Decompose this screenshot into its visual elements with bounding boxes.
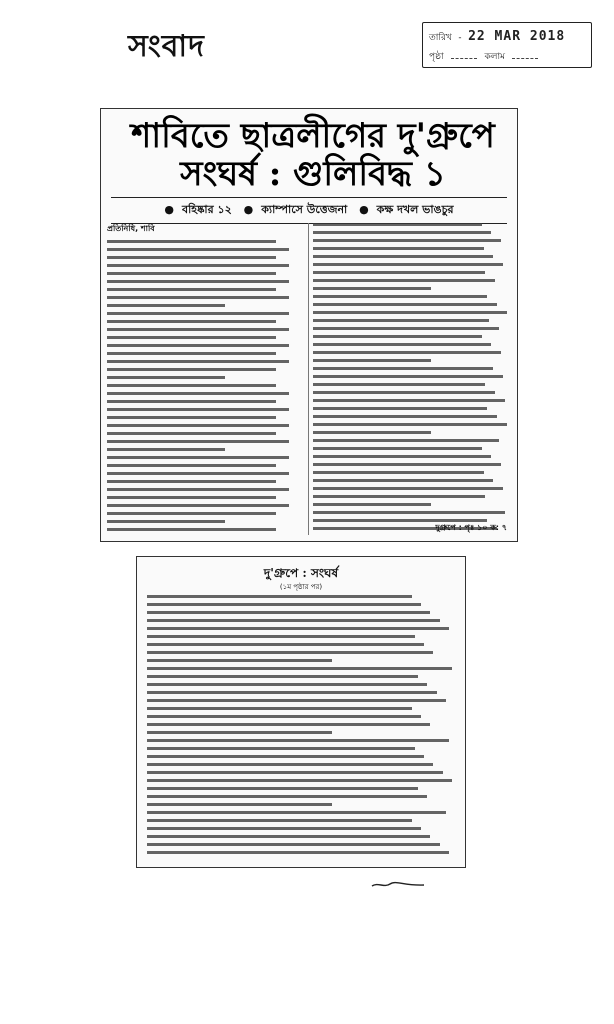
body-text-line bbox=[313, 487, 503, 490]
body-text-line bbox=[147, 675, 418, 678]
body-text-line bbox=[147, 595, 412, 598]
body-text-line bbox=[147, 627, 449, 630]
body-text-line bbox=[313, 367, 493, 370]
body-text-line bbox=[313, 511, 505, 514]
stamp-column-label: কলাম bbox=[484, 52, 506, 62]
body-text-line bbox=[147, 795, 427, 798]
body-text-line bbox=[107, 288, 276, 291]
body-text-line bbox=[313, 271, 485, 274]
body-text-line bbox=[313, 391, 495, 394]
body-text-line bbox=[107, 280, 289, 283]
body-text-line bbox=[313, 231, 491, 234]
body-text-line bbox=[147, 619, 440, 622]
body-text-line bbox=[107, 528, 276, 531]
body-text-line bbox=[313, 351, 501, 354]
body-text-line bbox=[107, 320, 276, 323]
body-text-line bbox=[147, 699, 446, 702]
body-text-line bbox=[147, 723, 430, 726]
body-text-line bbox=[147, 811, 446, 814]
column-divider bbox=[308, 223, 309, 535]
continuation-reference: দুগ্রুপে : পৃঃ ১০ ক: ৭ bbox=[435, 523, 507, 532]
body-text-line bbox=[147, 827, 421, 830]
headline-line-1: শাবিতে ছাত্রলীগের দু'গ্রুপে bbox=[131, 116, 495, 156]
body-text-line bbox=[313, 423, 507, 426]
body-text-line bbox=[147, 707, 412, 710]
body-text-line bbox=[313, 327, 499, 330]
body-text-line bbox=[107, 408, 289, 411]
body-text-line bbox=[147, 851, 449, 854]
body-text-line bbox=[107, 304, 225, 307]
body-text-line bbox=[147, 643, 424, 646]
article-column-right bbox=[313, 223, 509, 535]
body-text-line bbox=[313, 287, 431, 290]
body-text-line bbox=[313, 247, 484, 250]
body-text-line bbox=[313, 415, 497, 418]
continuation-body bbox=[147, 595, 455, 859]
body-text-line bbox=[147, 659, 332, 662]
dateline: প্রতিনিধি, শাবি bbox=[107, 224, 155, 233]
body-text-line bbox=[147, 835, 430, 838]
body-text-line bbox=[313, 335, 482, 338]
body-text-line bbox=[107, 496, 276, 499]
body-text-line bbox=[313, 295, 487, 298]
headline bbox=[117, 117, 509, 193]
body-text-line bbox=[107, 416, 276, 419]
body-text-line bbox=[107, 504, 289, 507]
body-text-line bbox=[147, 779, 452, 782]
stamp-page-label: পৃষ্ঠা bbox=[429, 52, 444, 62]
body-text-line bbox=[313, 255, 493, 258]
article-column-left bbox=[107, 223, 303, 536]
body-text-line bbox=[107, 432, 276, 435]
headline-line-2: সংঘর্ষ : গুলিবিদ্ধ ১ bbox=[180, 154, 446, 194]
body-text-line bbox=[313, 279, 495, 282]
body-text-line bbox=[107, 440, 289, 443]
newspaper-masthead: সংবাদ bbox=[128, 29, 205, 64]
body-text-line bbox=[147, 635, 415, 638]
body-text-line bbox=[107, 360, 289, 363]
body-text-line bbox=[313, 239, 501, 242]
stamp-date-value: 22 MAR 2018 bbox=[468, 29, 566, 44]
body-text-line bbox=[107, 336, 276, 339]
subhead-2: ক্যাম্পাসে উত্তেজনা bbox=[261, 203, 348, 216]
body-text-line bbox=[107, 488, 289, 491]
body-text-line bbox=[313, 447, 482, 450]
body-text-line bbox=[107, 368, 276, 371]
body-text-line bbox=[107, 312, 289, 315]
body-text-line bbox=[107, 464, 276, 467]
body-text-line bbox=[313, 375, 503, 378]
handwritten-mark bbox=[370, 880, 426, 890]
body-text-line bbox=[107, 248, 289, 251]
main-article-clipping bbox=[100, 108, 518, 542]
body-text-line bbox=[147, 651, 433, 654]
body-text-line bbox=[107, 264, 289, 267]
body-text-line bbox=[313, 343, 491, 346]
body-text-line bbox=[147, 603, 421, 606]
body-text-line bbox=[107, 392, 289, 395]
body-text-line bbox=[147, 715, 421, 718]
body-text-line bbox=[107, 296, 289, 299]
body-text-line bbox=[313, 407, 487, 410]
body-text-line bbox=[147, 731, 332, 734]
body-text-line bbox=[313, 263, 503, 266]
body-text-line bbox=[107, 400, 276, 403]
body-text-line bbox=[107, 240, 276, 243]
continuation-title: দু'গ্রুপে : সংঘর্ষ bbox=[263, 566, 339, 580]
body-text-line bbox=[147, 763, 433, 766]
body-text-line bbox=[147, 787, 418, 790]
body-text-line bbox=[107, 272, 276, 275]
body-text-line bbox=[313, 399, 505, 402]
body-text-line bbox=[107, 512, 276, 515]
body-text-line bbox=[147, 739, 449, 742]
body-text-line bbox=[313, 359, 431, 362]
body-text-line bbox=[313, 463, 501, 466]
body-text-line bbox=[147, 683, 427, 686]
body-text-line bbox=[107, 344, 289, 347]
body-text-line bbox=[107, 328, 289, 331]
body-text-line bbox=[313, 495, 485, 498]
body-text-line bbox=[313, 383, 485, 386]
archive-stamp bbox=[422, 22, 592, 68]
body-text-line bbox=[313, 303, 497, 306]
body-text-line bbox=[147, 691, 437, 694]
body-text-line bbox=[313, 455, 491, 458]
continuation-note: (১ম পৃষ্ঠার পর) bbox=[279, 583, 323, 591]
body-text-line bbox=[147, 747, 415, 750]
body-text-line bbox=[107, 480, 276, 483]
body-text-line bbox=[147, 803, 332, 806]
body-text-line bbox=[107, 472, 289, 475]
body-text-line bbox=[147, 611, 430, 614]
body-text-line bbox=[147, 755, 424, 758]
body-text-line bbox=[107, 384, 276, 387]
body-text-line bbox=[147, 771, 443, 774]
body-text-line bbox=[313, 311, 507, 314]
body-text-line bbox=[107, 424, 289, 427]
subhead-3: কক্ষ দখল ভাঙচুর bbox=[376, 203, 454, 216]
body-text-line bbox=[107, 352, 276, 355]
body-text-line bbox=[313, 431, 431, 434]
body-text-line bbox=[107, 456, 289, 459]
stamp-date-row: তারিখ - 22 MAR 2018 bbox=[429, 29, 566, 44]
body-text-line bbox=[147, 843, 440, 846]
body-text-line bbox=[147, 819, 412, 822]
subheads: ● বহিষ্কার ১২ ● ক্যাম্পাসে উত্তেজনা ● কক্ষ দখল ভাঙচুর bbox=[111, 197, 507, 224]
stamp-date-label: তারিখ bbox=[429, 33, 452, 43]
subhead-1: বহিষ্কার ১২ bbox=[182, 203, 232, 216]
body-text-line bbox=[313, 471, 484, 474]
body-text-line bbox=[107, 520, 225, 523]
stamp-page-row bbox=[429, 49, 540, 64]
body-text-line bbox=[313, 319, 489, 322]
body-text-line bbox=[107, 448, 225, 451]
body-text-line bbox=[107, 256, 276, 259]
continuation-clipping bbox=[136, 556, 466, 868]
body-text-line bbox=[313, 439, 499, 442]
body-text-line bbox=[147, 667, 452, 670]
body-text-line bbox=[313, 503, 431, 506]
body-text-line bbox=[107, 376, 225, 379]
body-text-line bbox=[313, 223, 482, 226]
body-text-line bbox=[313, 479, 493, 482]
